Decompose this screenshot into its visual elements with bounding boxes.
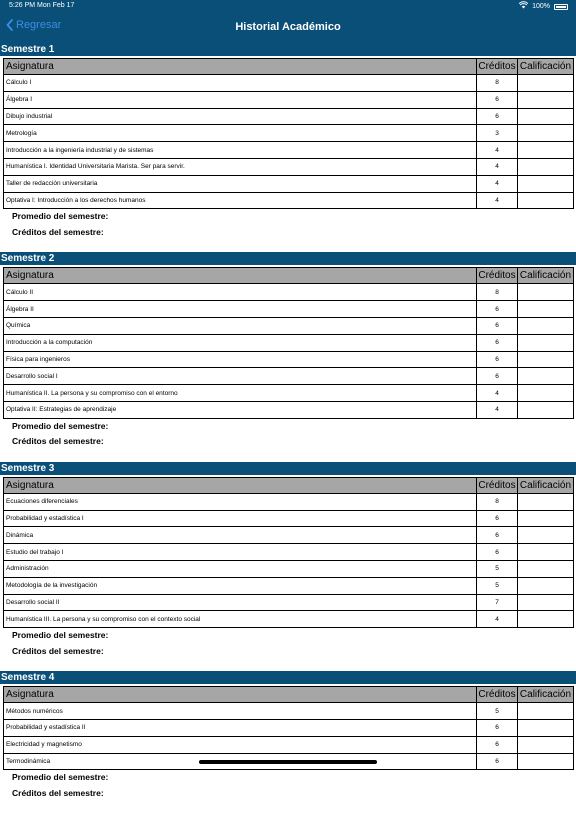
course-name-cell: Álgebra I [4,91,477,108]
course-credits-cell: 4 [477,158,518,175]
course-name-cell: Introducción a la computación [4,334,477,351]
table-row [4,175,574,192]
semester-average-label: Promedio del semestre: [12,420,109,431]
section-spacer [3,801,573,813]
subject-column-header: Asignatura [4,59,477,75]
table-row [4,351,574,368]
semester-credits-label: Créditos del semestre: [12,226,104,237]
course-credits-cell: 5 [477,703,518,720]
course-grade-cell [518,142,574,159]
semester-header: Semestre 4 [0,671,576,684]
semester-credits-label: Créditos del semestre: [12,787,104,798]
course-name-cell: Humanística II. La persona y su compromiso con el entorno [4,385,477,402]
table-row [4,736,574,753]
semester-summary [3,209,573,240]
course-grade-cell [518,736,574,753]
course-credits-cell: 7 [477,594,518,611]
grade-column-header: Calificación [518,477,574,493]
course-grade-cell [518,75,574,92]
table-row [4,510,574,527]
semester-header: Semestre 1 [0,43,576,56]
course-grade-cell [518,91,574,108]
course-grade-cell [518,351,574,368]
course-name-cell: Humanística I. Identidad Universitaria Marista. Ser para servir. [4,158,477,175]
table-row [4,594,574,611]
course-credits-cell: 6 [477,544,518,561]
course-credits-cell: 6 [477,719,518,736]
course-name-cell: Optativa I: Introducción a los derechos humanos [4,192,477,209]
courses-table [3,58,574,209]
semester-credits-label: Créditos del semestre: [12,436,104,447]
course-grade-cell [518,192,574,209]
course-credits-cell: 4 [477,401,518,418]
course-credits-cell: 6 [477,736,518,753]
table-row [4,108,574,125]
table-row [4,91,574,108]
course-credits-cell: 8 [477,284,518,301]
course-credits-cell: 8 [477,75,518,92]
courses-table [3,477,574,628]
course-grade-cell [518,703,574,720]
course-name-cell: Química [4,317,477,334]
course-credits-cell: 4 [477,611,518,628]
course-credits-cell: 6 [477,527,518,544]
course-name-cell: Humanística III. La persona y su compromiso con el contexto social [4,611,477,628]
table-row [4,401,574,418]
table-row [4,317,574,334]
course-name-cell: Desarrollo social II [4,594,477,611]
course-grade-cell [518,108,574,125]
course-grade-cell [518,577,574,594]
course-grade-cell [518,368,574,385]
page-title: Historial Académico [235,21,341,33]
course-grade-cell [518,527,574,544]
course-credits-cell: 6 [477,368,518,385]
course-credits-cell: 8 [477,493,518,510]
course-name-cell: Dibujo industrial [4,108,477,125]
battery-percent: 100% [532,3,550,10]
table-row [4,301,574,318]
course-name-cell: Optativa II: Estrategias de aprendizaje [4,401,477,418]
course-grade-cell [518,544,574,561]
course-credits-cell: 4 [477,385,518,402]
course-grade-cell [518,284,574,301]
course-credits-cell: 6 [477,108,518,125]
table-row [4,527,574,544]
semester-section [0,475,576,671]
course-name-cell: Metrología [4,125,477,142]
status-bar [0,0,576,13]
course-credits-cell: 5 [477,560,518,577]
course-grade-cell [518,175,574,192]
table-row [4,560,574,577]
semester-average-label: Promedio del semestre: [12,211,109,222]
semester-summary [3,628,573,659]
table-row [4,158,574,175]
table-row [4,703,574,720]
course-grade-cell [518,493,574,510]
wifi-icon [519,2,528,11]
course-credits-cell: 6 [477,91,518,108]
course-name-cell: Álgebra II [4,301,477,318]
course-grade-cell [518,158,574,175]
table-row [4,577,574,594]
section-spacer [3,240,573,252]
course-grade-cell [518,753,574,770]
course-credits-cell: 6 [477,510,518,527]
status-right [519,2,568,11]
course-name-cell: Probabilidad y estadística I [4,510,477,527]
table-row [4,192,574,209]
course-credits-cell: 4 [477,175,518,192]
semester-summary [3,770,573,801]
semester-header: Semestre 2 [0,252,576,265]
nav-bar [0,13,576,43]
grade-column-header: Calificación [518,268,574,284]
course-grade-cell [518,560,574,577]
table-row [4,142,574,159]
course-name-cell: Probabilidad y estadística II [4,719,477,736]
semester-header: Semestre 3 [0,462,576,475]
table-row [4,611,574,628]
table-row [4,544,574,561]
course-grade-cell [518,611,574,628]
section-spacer [3,659,573,671]
semester-section [0,265,576,461]
course-grade-cell [518,301,574,318]
grade-column-header: Calificación [518,687,574,703]
semester-average-label: Promedio del semestre: [12,772,109,783]
course-grade-cell [518,510,574,527]
credits-column-header: Créditos [477,687,518,703]
course-grade-cell [518,719,574,736]
course-name-cell: Física para ingenieros [4,351,477,368]
table-row [4,368,574,385]
course-name-cell: Estudio del trabajo I [4,544,477,561]
section-spacer [3,450,573,462]
table-row [4,493,574,510]
courses-table [3,267,574,418]
course-grade-cell [518,385,574,402]
academic-history-list[interactable] [0,43,576,798]
course-name-cell: Metodología de la investigación [4,577,477,594]
semester-section [0,56,576,252]
table-row [4,334,574,351]
subject-column-header: Asignatura [4,687,477,703]
credits-column-header: Créditos [477,59,518,75]
course-credits-cell: 5 [477,577,518,594]
battery-icon [554,4,568,10]
semester-average-label: Promedio del semestre: [12,630,109,641]
credits-column-header: Créditos [477,268,518,284]
course-name-cell: Taller de redacción universitaria [4,175,477,192]
course-credits-cell: 6 [477,351,518,368]
semester-summary [3,419,573,450]
table-row [4,75,574,92]
course-name-cell: Dinámica [4,527,477,544]
back-button-label: Regresar [16,19,62,31]
course-grade-cell [518,317,574,334]
course-name-cell: Cálculo I [4,75,477,92]
course-credits-cell: 6 [477,334,518,351]
semester-section [0,684,576,813]
table-row [4,719,574,736]
grade-column-header: Calificación [518,59,574,75]
course-name-cell: Ecuaciones diferenciales [4,493,477,510]
credits-column-header: Créditos [477,477,518,493]
status-time-date: 5:26 PM Mon Feb 17 [9,2,75,9]
table-row [4,284,574,301]
course-name-cell: Electricidad y magnetismo [4,736,477,753]
course-grade-cell [518,401,574,418]
subject-column-header: Asignatura [4,477,477,493]
course-credits-cell: 6 [477,317,518,334]
course-credits-cell: 6 [477,753,518,770]
table-row [4,125,574,142]
course-name-cell: Administración [4,560,477,577]
course-grade-cell [518,334,574,351]
course-credits-cell: 4 [477,142,518,159]
course-name-cell: Introducción a la ingeniería industrial y de sistemas [4,142,477,159]
course-grade-cell [518,125,574,142]
course-name-cell: Métodos numéricos [4,703,477,720]
courses-table [3,686,574,770]
course-grade-cell [518,594,574,611]
home-indicator[interactable] [199,760,377,764]
course-credits-cell: 3 [477,125,518,142]
course-credits-cell: 6 [477,301,518,318]
course-name-cell: Cálculo II [4,284,477,301]
course-credits-cell: 4 [477,192,518,209]
semester-credits-label: Créditos del semestre: [12,645,104,656]
course-name-cell: Desarrollo social I [4,368,477,385]
subject-column-header: Asignatura [4,268,477,284]
course-name-cell: Termodinámica [4,753,477,770]
table-row [4,385,574,402]
